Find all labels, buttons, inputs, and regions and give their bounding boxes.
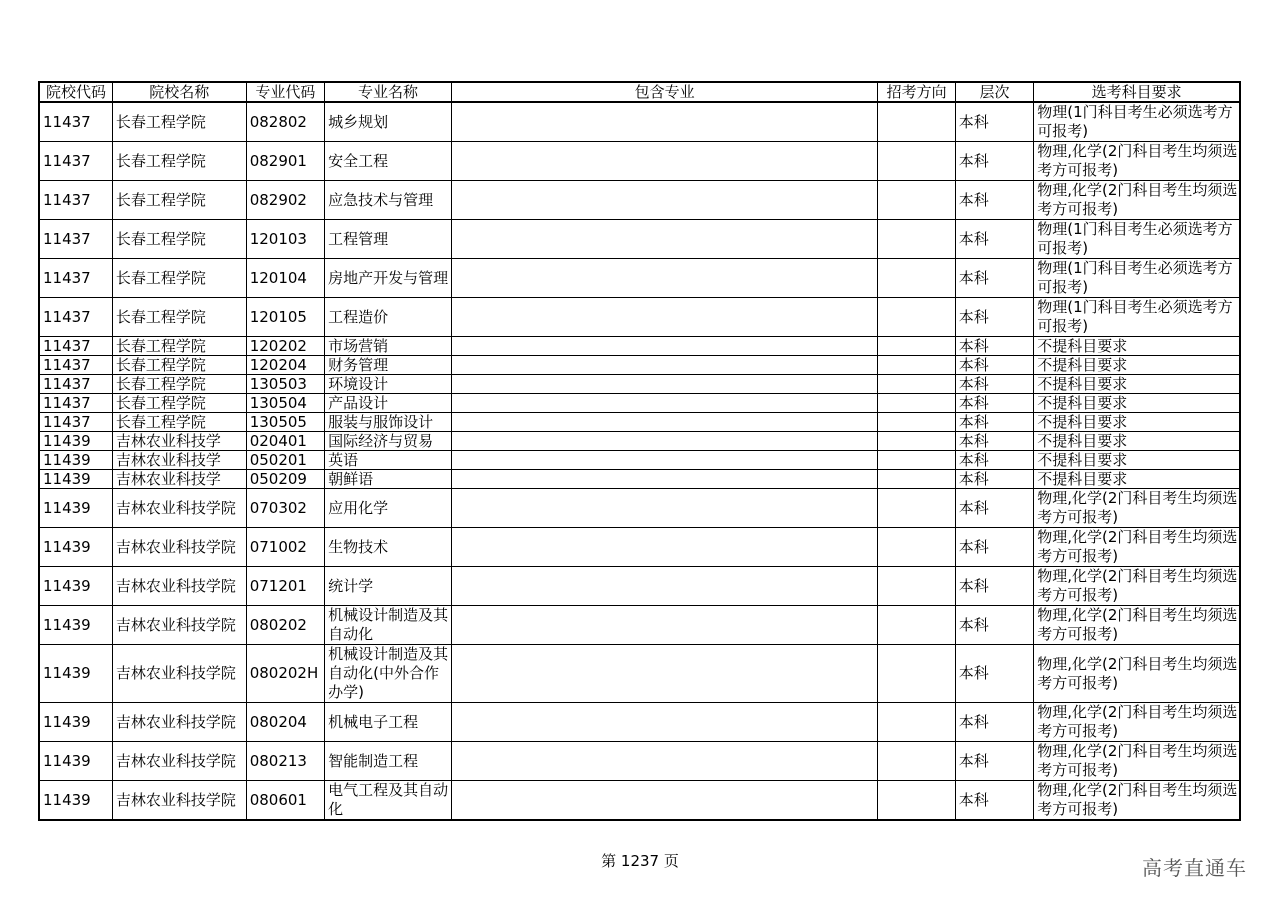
cell-school-code: 11439	[39, 567, 112, 606]
cell-major-name: 工程造价	[325, 298, 452, 337]
cell-included-majors	[451, 781, 877, 821]
table-row	[39, 259, 1240, 298]
cell-direction	[878, 781, 955, 821]
cell-school-name: 吉林农业科技学院	[112, 703, 246, 742]
cell-included-majors	[451, 259, 877, 298]
cell-direction	[878, 259, 955, 298]
cell-major-code: 082901	[246, 142, 324, 181]
cell-major-name: 机械设计制造及其自动化	[325, 606, 452, 645]
cell-major-code: 082902	[246, 181, 324, 220]
cell-major-code: 080204	[246, 703, 324, 742]
cell-level: 本科	[955, 259, 1033, 298]
table-row	[39, 432, 1240, 451]
page-number: 第 1237 页	[601, 852, 679, 870]
cell-direction	[878, 375, 955, 394]
cell-school-code: 11439	[39, 645, 112, 703]
header-major-code: 专业代码	[246, 82, 324, 102]
cell-subject-requirement: 不提科目要求	[1034, 375, 1240, 394]
cell-included-majors	[451, 375, 877, 394]
cell-direction	[878, 220, 955, 259]
table-row	[39, 567, 1240, 606]
cell-school-name: 吉林农业科技学院	[112, 567, 246, 606]
cell-school-name: 长春工程学院	[112, 298, 246, 337]
cell-major-code: 120103	[246, 220, 324, 259]
cell-major-name: 安全工程	[325, 142, 452, 181]
cell-school-code: 11437	[39, 356, 112, 375]
cell-level: 本科	[955, 451, 1033, 470]
cell-school-name: 吉林农业科技学院	[112, 528, 246, 567]
table-row	[39, 298, 1240, 337]
table-row	[39, 470, 1240, 489]
cell-major-name: 朝鲜语	[325, 470, 452, 489]
cell-major-name: 市场营销	[325, 337, 452, 356]
cell-direction	[878, 451, 955, 470]
table-row	[39, 528, 1240, 567]
cell-major-code: 120105	[246, 298, 324, 337]
cell-major-name: 产品设计	[325, 394, 452, 413]
header-school-code: 院校代码	[39, 82, 112, 102]
header-row	[39, 82, 1240, 102]
cell-major-name: 应用化学	[325, 489, 452, 528]
cell-major-code: 050209	[246, 470, 324, 489]
cell-direction	[878, 645, 955, 703]
cell-school-name: 吉林农业科技学	[112, 451, 246, 470]
cell-included-majors	[451, 742, 877, 781]
cell-direction	[878, 432, 955, 451]
cell-direction	[878, 394, 955, 413]
table-row	[39, 142, 1240, 181]
cell-level: 本科	[955, 567, 1033, 606]
cell-level: 本科	[955, 645, 1033, 703]
cell-subject-requirement: 物理,化学(2门科目考生均须选考方可报考)	[1034, 645, 1240, 703]
cell-included-majors	[451, 356, 877, 375]
table-row	[39, 181, 1240, 220]
cell-school-name: 长春工程学院	[112, 220, 246, 259]
cell-included-majors	[451, 102, 877, 142]
cell-subject-requirement: 物理,化学(2门科目考生均须选考方可报考)	[1034, 567, 1240, 606]
cell-subject-requirement: 不提科目要求	[1034, 470, 1240, 489]
table-row	[39, 413, 1240, 432]
cell-subject-requirement: 物理(1门科目考生必须选考方可报考)	[1034, 102, 1240, 142]
cell-level: 本科	[955, 489, 1033, 528]
cell-subject-requirement: 不提科目要求	[1034, 337, 1240, 356]
table-row	[39, 375, 1240, 394]
cell-direction	[878, 181, 955, 220]
cell-level: 本科	[955, 102, 1033, 142]
cell-major-code: 120204	[246, 356, 324, 375]
cell-school-name: 吉林农业科技学院	[112, 781, 246, 821]
cell-direction	[878, 606, 955, 645]
cell-major-name: 智能制造工程	[325, 742, 452, 781]
cell-major-code: 080601	[246, 781, 324, 821]
cell-subject-requirement: 物理,化学(2门科目考生均须选考方可报考)	[1034, 781, 1240, 821]
cell-school-code: 11439	[39, 470, 112, 489]
cell-level: 本科	[955, 413, 1033, 432]
cell-major-name: 城乡规划	[325, 102, 452, 142]
table-row	[39, 489, 1240, 528]
cell-level: 本科	[955, 375, 1033, 394]
cell-school-code: 11439	[39, 742, 112, 781]
table-row	[39, 102, 1240, 142]
cell-direction	[878, 337, 955, 356]
cell-major-name: 机械设计制造及其自动化(中外合作办学)	[325, 645, 452, 703]
header-subject-requirement: 选考科目要求	[1034, 82, 1240, 102]
cell-subject-requirement: 不提科目要求	[1034, 451, 1240, 470]
cell-school-code: 11437	[39, 337, 112, 356]
cell-direction	[878, 413, 955, 432]
cell-direction	[878, 703, 955, 742]
cell-school-name: 长春工程学院	[112, 375, 246, 394]
cell-school-name: 长春工程学院	[112, 142, 246, 181]
cell-included-majors	[451, 703, 877, 742]
table-row	[39, 451, 1240, 470]
cell-subject-requirement: 物理,化学(2门科目考生均须选考方可报考)	[1034, 528, 1240, 567]
cell-school-code: 11439	[39, 528, 112, 567]
cell-major-code: 020401	[246, 432, 324, 451]
cell-school-name: 长春工程学院	[112, 413, 246, 432]
cell-school-code: 11437	[39, 413, 112, 432]
cell-major-name: 应急技术与管理	[325, 181, 452, 220]
cell-direction	[878, 567, 955, 606]
cell-school-name: 长春工程学院	[112, 394, 246, 413]
cell-school-code: 11439	[39, 781, 112, 821]
cell-included-majors	[451, 451, 877, 470]
cell-level: 本科	[955, 703, 1033, 742]
cell-included-majors	[451, 337, 877, 356]
cell-included-majors	[451, 489, 877, 528]
table-row	[39, 781, 1240, 821]
cell-major-code: 070302	[246, 489, 324, 528]
cell-included-majors	[451, 606, 877, 645]
cell-school-name: 长春工程学院	[112, 102, 246, 142]
cell-level: 本科	[955, 742, 1033, 781]
cell-included-majors	[451, 645, 877, 703]
cell-school-code: 11439	[39, 432, 112, 451]
cell-subject-requirement: 不提科目要求	[1034, 356, 1240, 375]
table-row	[39, 337, 1240, 356]
cell-subject-requirement: 物理,化学(2门科目考生均须选考方可报考)	[1034, 742, 1240, 781]
cell-subject-requirement: 物理,化学(2门科目考生均须选考方可报考)	[1034, 703, 1240, 742]
cell-major-name: 生物技术	[325, 528, 452, 567]
header-level: 层次	[955, 82, 1033, 102]
cell-subject-requirement: 物理(1门科目考生必须选考方可报考)	[1034, 220, 1240, 259]
cell-major-name: 英语	[325, 451, 452, 470]
cell-included-majors	[451, 394, 877, 413]
cell-level: 本科	[955, 528, 1033, 567]
table-row	[39, 356, 1240, 375]
cell-direction	[878, 742, 955, 781]
cell-school-name: 吉林农业科技学院	[112, 489, 246, 528]
cell-included-majors	[451, 181, 877, 220]
watermark-text: 高考直通车	[1142, 856, 1247, 880]
cell-subject-requirement: 物理(1门科目考生必须选考方可报考)	[1034, 298, 1240, 337]
cell-major-code: 130503	[246, 375, 324, 394]
cell-school-code: 11437	[39, 102, 112, 142]
cell-school-name: 吉林农业科技学院	[112, 645, 246, 703]
cell-level: 本科	[955, 142, 1033, 181]
cell-included-majors	[451, 528, 877, 567]
cell-school-code: 11437	[39, 181, 112, 220]
cell-subject-requirement: 物理,化学(2门科目考生均须选考方可报考)	[1034, 181, 1240, 220]
cell-school-code: 11439	[39, 451, 112, 470]
cell-level: 本科	[955, 394, 1033, 413]
cell-subject-requirement: 物理(1门科目考生必须选考方可报考)	[1034, 259, 1240, 298]
cell-subject-requirement: 不提科目要求	[1034, 394, 1240, 413]
cell-school-code: 11437	[39, 259, 112, 298]
cell-major-code: 050201	[246, 451, 324, 470]
table-row	[39, 742, 1240, 781]
table-row	[39, 220, 1240, 259]
cell-subject-requirement: 物理,化学(2门科目考生均须选考方可报考)	[1034, 606, 1240, 645]
cell-level: 本科	[955, 606, 1033, 645]
cell-included-majors	[451, 142, 877, 181]
cell-level: 本科	[955, 298, 1033, 337]
cell-school-name: 长春工程学院	[112, 259, 246, 298]
table-row	[39, 645, 1240, 703]
cell-school-code: 11437	[39, 220, 112, 259]
cell-direction	[878, 489, 955, 528]
cell-level: 本科	[955, 356, 1033, 375]
cell-school-name: 长春工程学院	[112, 337, 246, 356]
cell-school-name: 长春工程学院	[112, 356, 246, 375]
header-direction: 招考方向	[878, 82, 955, 102]
cell-school-name: 长春工程学院	[112, 181, 246, 220]
cell-major-name: 电气工程及其自动化	[325, 781, 452, 821]
table-row	[39, 606, 1240, 645]
table-row	[39, 394, 1240, 413]
cell-included-majors	[451, 220, 877, 259]
header-school-name: 院校名称	[112, 82, 246, 102]
cell-included-majors	[451, 470, 877, 489]
cell-level: 本科	[955, 781, 1033, 821]
cell-level: 本科	[955, 337, 1033, 356]
cell-school-code: 11437	[39, 298, 112, 337]
cell-level: 本科	[955, 220, 1033, 259]
cell-school-name: 吉林农业科技学院	[112, 742, 246, 781]
cell-school-name: 吉林农业科技学	[112, 432, 246, 451]
cell-school-code: 11437	[39, 142, 112, 181]
cell-major-name: 房地产开发与管理	[325, 259, 452, 298]
cell-subject-requirement: 不提科目要求	[1034, 432, 1240, 451]
cell-included-majors	[451, 567, 877, 606]
cell-subject-requirement: 物理,化学(2门科目考生均须选考方可报考)	[1034, 142, 1240, 181]
cell-major-code: 120202	[246, 337, 324, 356]
table-body	[39, 102, 1240, 820]
cell-subject-requirement: 物理,化学(2门科目考生均须选考方可报考)	[1034, 489, 1240, 528]
cell-direction	[878, 356, 955, 375]
cell-school-code: 11439	[39, 606, 112, 645]
cell-major-name: 统计学	[325, 567, 452, 606]
cell-direction	[878, 470, 955, 489]
cell-major-name: 国际经济与贸易	[325, 432, 452, 451]
cell-school-code: 11437	[39, 394, 112, 413]
cell-major-code: 080213	[246, 742, 324, 781]
cell-direction	[878, 102, 955, 142]
cell-level: 本科	[955, 432, 1033, 451]
cell-subject-requirement: 不提科目要求	[1034, 413, 1240, 432]
cell-major-name: 财务管理	[325, 356, 452, 375]
cell-major-code: 080202H	[246, 645, 324, 703]
admission-table	[38, 81, 1241, 821]
cell-direction	[878, 528, 955, 567]
cell-major-name: 环境设计	[325, 375, 452, 394]
cell-major-code: 080202	[246, 606, 324, 645]
header-major-name: 专业名称	[325, 82, 452, 102]
cell-major-code: 082802	[246, 102, 324, 142]
cell-direction	[878, 298, 955, 337]
cell-school-name: 吉林农业科技学院	[112, 606, 246, 645]
cell-level: 本科	[955, 181, 1033, 220]
cell-major-code: 130504	[246, 394, 324, 413]
cell-major-name: 服装与服饰设计	[325, 413, 452, 432]
cell-major-name: 工程管理	[325, 220, 452, 259]
cell-school-code: 11439	[39, 489, 112, 528]
header-included-majors: 包含专业	[451, 82, 877, 102]
cell-included-majors	[451, 432, 877, 451]
cell-level: 本科	[955, 470, 1033, 489]
cell-major-code: 120104	[246, 259, 324, 298]
cell-major-name: 机械电子工程	[325, 703, 452, 742]
cell-direction	[878, 142, 955, 181]
cell-major-code: 130505	[246, 413, 324, 432]
cell-major-code: 071201	[246, 567, 324, 606]
cell-included-majors	[451, 413, 877, 432]
table-row	[39, 703, 1240, 742]
cell-included-majors	[451, 298, 877, 337]
cell-school-name: 吉林农业科技学	[112, 470, 246, 489]
cell-school-code: 11437	[39, 375, 112, 394]
cell-major-code: 071002	[246, 528, 324, 567]
cell-school-code: 11439	[39, 703, 112, 742]
